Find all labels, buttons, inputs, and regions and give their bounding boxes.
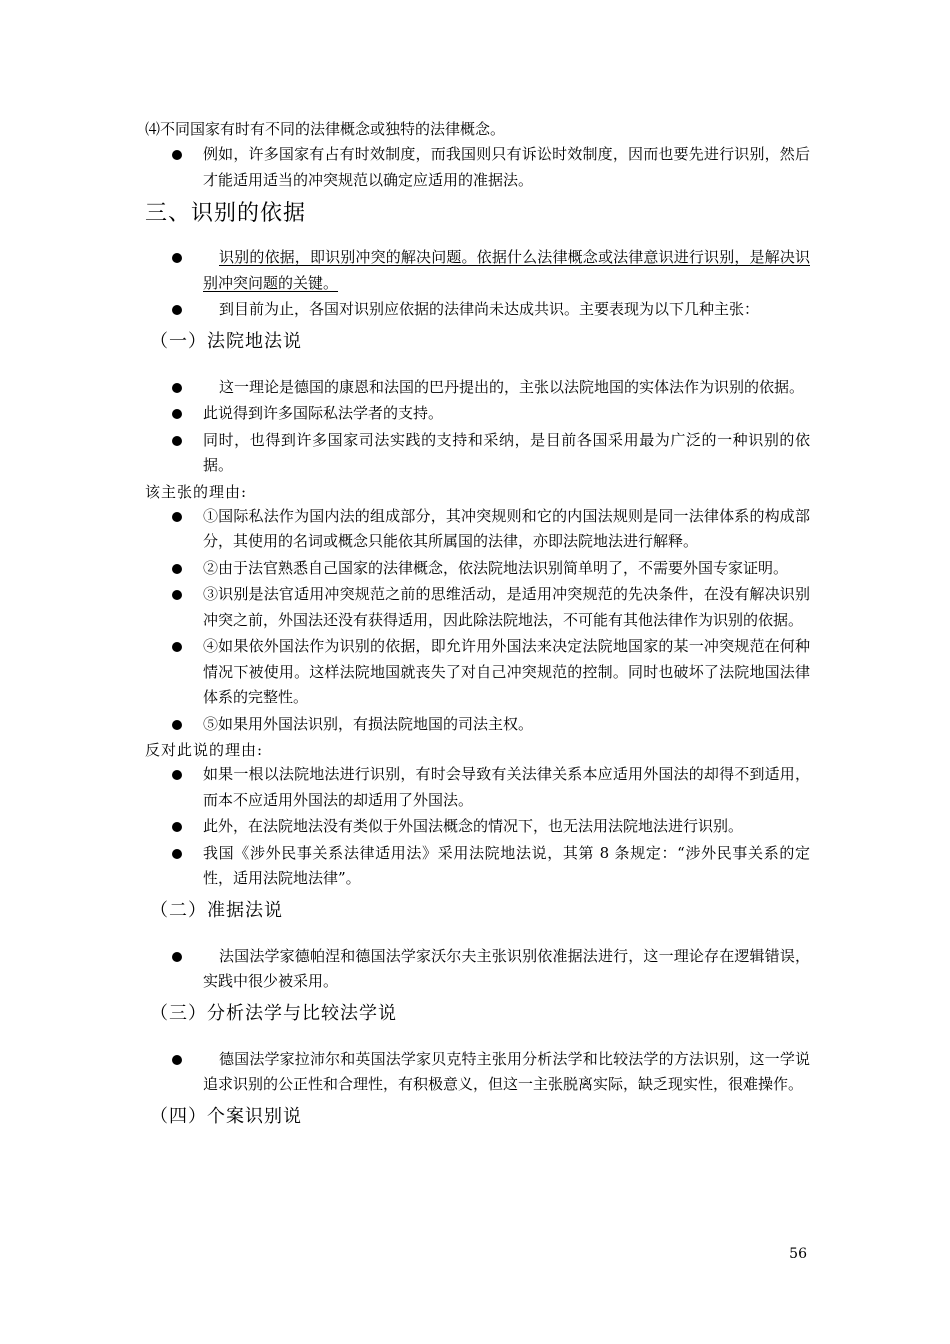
list-item: 到目前为止，各国对识别应依据的法律尚未达成共识。主要表现为以下几种主张： (145, 297, 810, 323)
page-number: 56 (789, 1246, 807, 1262)
list-item: 此外，在法院地法没有类似于外国法概念的情况下，也无法用法院地法进行识别。 (145, 814, 810, 840)
list-item: 同时，也得到许多国家司法实践的支持和采纳，是目前各国采用最为广泛的一种识别的依据。 (145, 428, 810, 479)
list-item: 德国法学家拉沛尔和英国法学家贝克特主张用分析法学和比较法学的方法识别，这一学说追求识别的公正性和合理性，有积极意义，但这一主张脱离实际，缺乏现实性，很难操作。 (145, 1047, 810, 1098)
subsection-heading: （三）分析法学与比较法学说 (150, 1002, 397, 1024)
bullet-icon (172, 770, 182, 780)
list-item: 识别的依据，即识别冲突的解决问题。依据什么法律概念或法律意识进行识别，是解决识别冲突问题的关键。 (145, 245, 810, 296)
reasons-label: 该主张的理由: (145, 482, 248, 501)
list-item: 我国《涉外民事关系法律适用法》采用法院地法说，其第 8 条规定：“涉外民事关系的定性，适用法院地法律”。 (145, 841, 810, 892)
against-bullet-list (145, 762, 810, 892)
bullet-icon (172, 436, 182, 446)
sub3-bullet-list (145, 1047, 810, 1098)
against-label: 反对此说的理由: (145, 741, 264, 759)
list-item: 如果一根以法院地法进行识别，有时会导致有关法律关系本应适用外国法的却得不到适用，而本不应适用外国法的却适用了外国法。 (145, 762, 810, 813)
bullet-icon (172, 1055, 182, 1065)
bullet-icon (172, 849, 182, 859)
sub2-bullet-list (145, 944, 810, 995)
bullet-icon (172, 590, 182, 600)
bullet-icon (172, 383, 182, 393)
list-item: ⑤如果用外国法识别，有损法院地国的司法主权。 (145, 712, 810, 738)
bullet-icon (172, 564, 182, 574)
subsection-heading: （四）个案识别说 (150, 1105, 302, 1127)
section3-bullet-list (145, 245, 810, 323)
list-item: ①国际私法作为国内法的组成部分，其冲突规则和它的内国法规则是同一法律体系的构成部分，其使用的名词或概念只能依其所属国的法律，亦即法院地法进行解释。 (145, 504, 810, 555)
intro-line: ⑷不同国家有时有不同的法律概念或独特的法律概念。 (145, 120, 506, 138)
bullet-icon (172, 720, 182, 730)
page-content (145, 117, 810, 1144)
sub1-bullet-list (145, 375, 810, 479)
subsection-heading: （二）准据法说 (150, 899, 283, 921)
list-item: 这一理论是德国的康恩和法国的巴丹提出的，主张以法院地国的实体法作为识别的依据。 (145, 375, 810, 401)
bullet-icon (172, 253, 182, 263)
reasons-bullet-list (145, 504, 810, 738)
subsection-heading: （一）法院地法说 (150, 330, 302, 352)
list-item: 此说得到许多国际私法学者的支持。 (145, 401, 810, 427)
list-item: 法国法学家德帕涅和德国法学家沃尔夫主张识别依准据法进行，这一理论存在逻辑错误，实践中很少被采用。 (145, 944, 810, 995)
intro-bullet-list (145, 142, 810, 193)
bullet-icon (172, 642, 182, 652)
section-heading: 三、识别的依据 (145, 201, 307, 226)
list-item: 例如，许多国家有占有时效制度，而我国则只有诉讼时效制度，因而也要先进行识别，然后才能适用适当的冲突规范以确定应适用的准据法。 (145, 142, 810, 193)
list-item: ③识别是法官适用冲突规范之前的思维活动，是适用冲突规范的先决条件，在没有解决识别冲突之前，外国法还没有获得适用，因此除法院地法，不可能有其他法律作为识别的依据。 (145, 582, 810, 633)
list-item: ④如果依外国法作为识别的依据，即允许用外国法来决定法院地国家的某一冲突规范在何种情况下被使用。这样法院地国就丧失了对自己冲突规范的控制。同时也破坏了法院地国法律体系的完整性。 (145, 634, 810, 711)
bullet-icon (172, 512, 182, 522)
list-item: ②由于法官熟悉自己国家的法律概念，依法院地法识别简单明了，不需要外国专家证明。 (145, 556, 810, 582)
bullet-icon (172, 409, 182, 419)
bullet-icon (172, 150, 182, 160)
bullet-icon (172, 952, 182, 962)
bullet-icon (172, 822, 182, 832)
bullet-icon (172, 305, 182, 315)
